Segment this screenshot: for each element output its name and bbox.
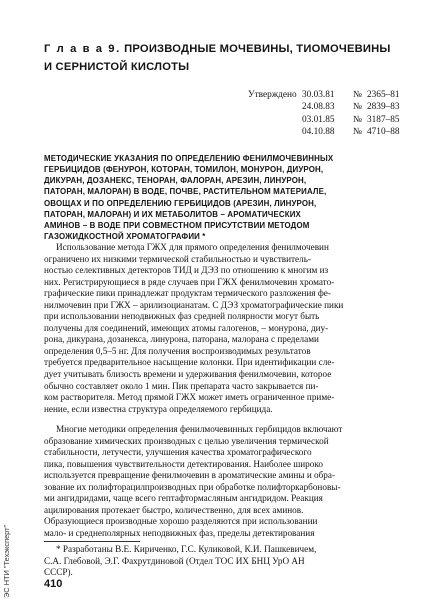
body-text-line: ацилирования протекает быстро, количественно, для всех аминов. bbox=[44, 504, 304, 515]
chapter-heading bbox=[44, 40, 404, 76]
body-text-line: ми ангидридами, чаще всего гептафтормасляным ангидридом. Реакция bbox=[44, 493, 323, 504]
approval-number: 3187–85 bbox=[367, 114, 400, 125]
method-title-line: МЕТОДИЧЕСКИЕ УКАЗАНИЯ ПО ОПРЕДЕЛЕНИЮ ФЕНИЛМОЧЕВИННЫХ bbox=[44, 154, 334, 163]
method-title-line: АМИНОВ – В ВОДЕ ПРИ СОВМЕСТНОМ ПРИСУТСТВИИ МЕТОДОМ bbox=[44, 220, 310, 230]
approval-date: 04.10.88 bbox=[302, 127, 335, 138]
body-text-line: нение, если известна структура определяемого гербицида. bbox=[44, 403, 273, 414]
approval-number-sign: № bbox=[353, 90, 362, 100]
footnote-line: С.А. Глебовой, Э.Г. Фахрутдиновой (Отдел ТОС ИХ БНЦ УрО АН bbox=[44, 555, 305, 566]
body-text-line: обычно составляет около 1 мин. Пик препарата часто закрывается пи- bbox=[44, 380, 319, 391]
approval-number-sign: № bbox=[353, 114, 362, 125]
body-paragraph-2 bbox=[44, 424, 404, 539]
approval-row bbox=[248, 101, 416, 113]
body-text-line: графические пики принадлежат продуктам термического разложения фе- bbox=[44, 288, 331, 299]
approval-number-sign: № bbox=[353, 102, 362, 113]
method-title-line: ГАЗОЖИДКОСТНОЙ ХРОМАТОГРАФИИ * bbox=[44, 232, 206, 242]
footnote-line: СССР). bbox=[44, 567, 73, 578]
body-text-line: Использование метода ГЖХ для прямого определения фенилмочевин bbox=[56, 242, 329, 252]
approval-label: Утверждено bbox=[248, 90, 297, 100]
body-text-line: мало- и среднеполярных неподвижных фаз, пределы детектирования bbox=[44, 527, 315, 538]
method-title-line: ГЕРБИЦИДОВ (ФЕНУРОН, КОТОРАН, ТОМИЛОН, МОНУРОН, ДИУРОН, bbox=[44, 165, 324, 175]
method-title bbox=[44, 153, 400, 242]
body-text-line: нилмочевин при ГЖХ – арилизоцианатам. С ДЭЗ хроматографические пики bbox=[44, 299, 344, 310]
approval-row bbox=[248, 89, 416, 101]
body-text-line: ком растворителя. Метод прямой ГЖХ может иметь ограниченное приме- bbox=[44, 392, 335, 403]
body-text-line: пика, повышения чувствительности детектирования. Наиболее широко bbox=[44, 458, 323, 469]
approval-number: 2839–83 bbox=[367, 102, 400, 113]
chapter-number: Г л а в а 9. bbox=[44, 43, 121, 55]
approval-label bbox=[248, 126, 302, 138]
approval-row bbox=[248, 126, 416, 138]
method-title-line: ОВОЩАХ И ПО ОПРЕДЕЛЕНИЮ ГЕРБИЦИДОВ (АРЕЗИН, ЛИНУРОН, bbox=[44, 198, 317, 208]
side-watermark: ЭС НТИ "Техэксперт" bbox=[2, 524, 11, 598]
approval-date: 30.03.81 bbox=[302, 90, 335, 100]
footnote-line: * Разработаны В.Е. Кириченко, Г.С. Куликовой, К.И. Пашкевичем, bbox=[56, 544, 317, 554]
approval-label bbox=[248, 114, 302, 126]
body-text-line: получены для соединений, имеющих атомы галогенов, – монурона, диу- bbox=[44, 322, 329, 333]
body-text-line: ограничено их низкими термической стабильностью и чувствитель- bbox=[44, 253, 311, 264]
chapter-title-part-1: ПРОИЗВОДНЫЕ МОЧЕВИНЫ, ТИОМОЧЕВИНЫ bbox=[124, 43, 391, 55]
body-text-line: рона, дикурана, дозанекса, линурона, паторана, малорана с пределами bbox=[44, 334, 319, 345]
approval-number: 4710–88 bbox=[367, 127, 400, 138]
body-text-line: ностью селективных детекторов ТИД и ДЭЗ по отношению к многим из bbox=[44, 265, 329, 276]
body-text-line: Образующиеся производные хорошо разделяются при использовании bbox=[44, 516, 318, 527]
approval-date: 24.08.83 bbox=[302, 102, 335, 113]
body-text-line: требуется предварительное насыщение колонки. При идентификации сле- bbox=[44, 357, 335, 368]
body-paragraph-1 bbox=[44, 242, 404, 415]
chapter-heading-line-1 bbox=[44, 40, 404, 58]
method-title-line: ДИКУРАН, ДОЗАНЕКС, ТЕНОРАН, ФАЛОРАН, АРЕЗИН, ЛИНУРОН, bbox=[44, 176, 307, 186]
approval-number-sign: № bbox=[353, 127, 362, 138]
body-text-line: Многие методики определения фенилмочевинных гербицидов включают bbox=[56, 424, 343, 434]
approval-label bbox=[248, 101, 302, 113]
body-text-line: определения 0,5–5 нг. Для получения воспроизводимых результатов bbox=[44, 345, 311, 356]
body-text-line: стабильности, летучести, улучшения качества хроматографического bbox=[44, 447, 312, 458]
page-number: 410 bbox=[44, 578, 63, 590]
approval-block bbox=[248, 89, 416, 139]
body-text-line: зование их полифторацилпроизводных при обработке полифторкарбоновы- bbox=[44, 481, 341, 492]
method-title-line: ПАТОРАН, МАЛОРАН) И ИХ МЕТАБОЛИТОВ – АРОМАТИЧЕСКИХ bbox=[44, 209, 301, 219]
body-text-line: используется превращение фенилмочевин в ароматические амины и обра- bbox=[44, 470, 336, 481]
body-text-line: при использовании неподвижных фаз средней полярности могут быть bbox=[44, 311, 320, 322]
footnote bbox=[44, 544, 404, 579]
approval-date: 03.01.85 bbox=[302, 114, 335, 125]
body-text-line: них. Регистрирующиеся в ряде случаев при ГЖХ фенилмочевин хромато- bbox=[44, 276, 335, 287]
approval-number: 2365–81 bbox=[367, 90, 400, 100]
chapter-title-part-2: И СЕРНИСТОЙ КИСЛОТЫ bbox=[44, 61, 190, 73]
body-text-line: образование химических производных с целью увеличения термической bbox=[44, 435, 329, 446]
body-text-line: дует учитывать близость времени и удерживания фенилмочевин, которое bbox=[44, 369, 332, 380]
method-title-line: ПАТОРАН, МАЛОРАН) В ВОДЕ, ПОЧВЕ, РАСТИТЕЛЬНОМ МАТЕРИАЛЕ, bbox=[44, 187, 327, 197]
footnote-separator bbox=[44, 541, 140, 542]
approval-row bbox=[248, 114, 416, 126]
